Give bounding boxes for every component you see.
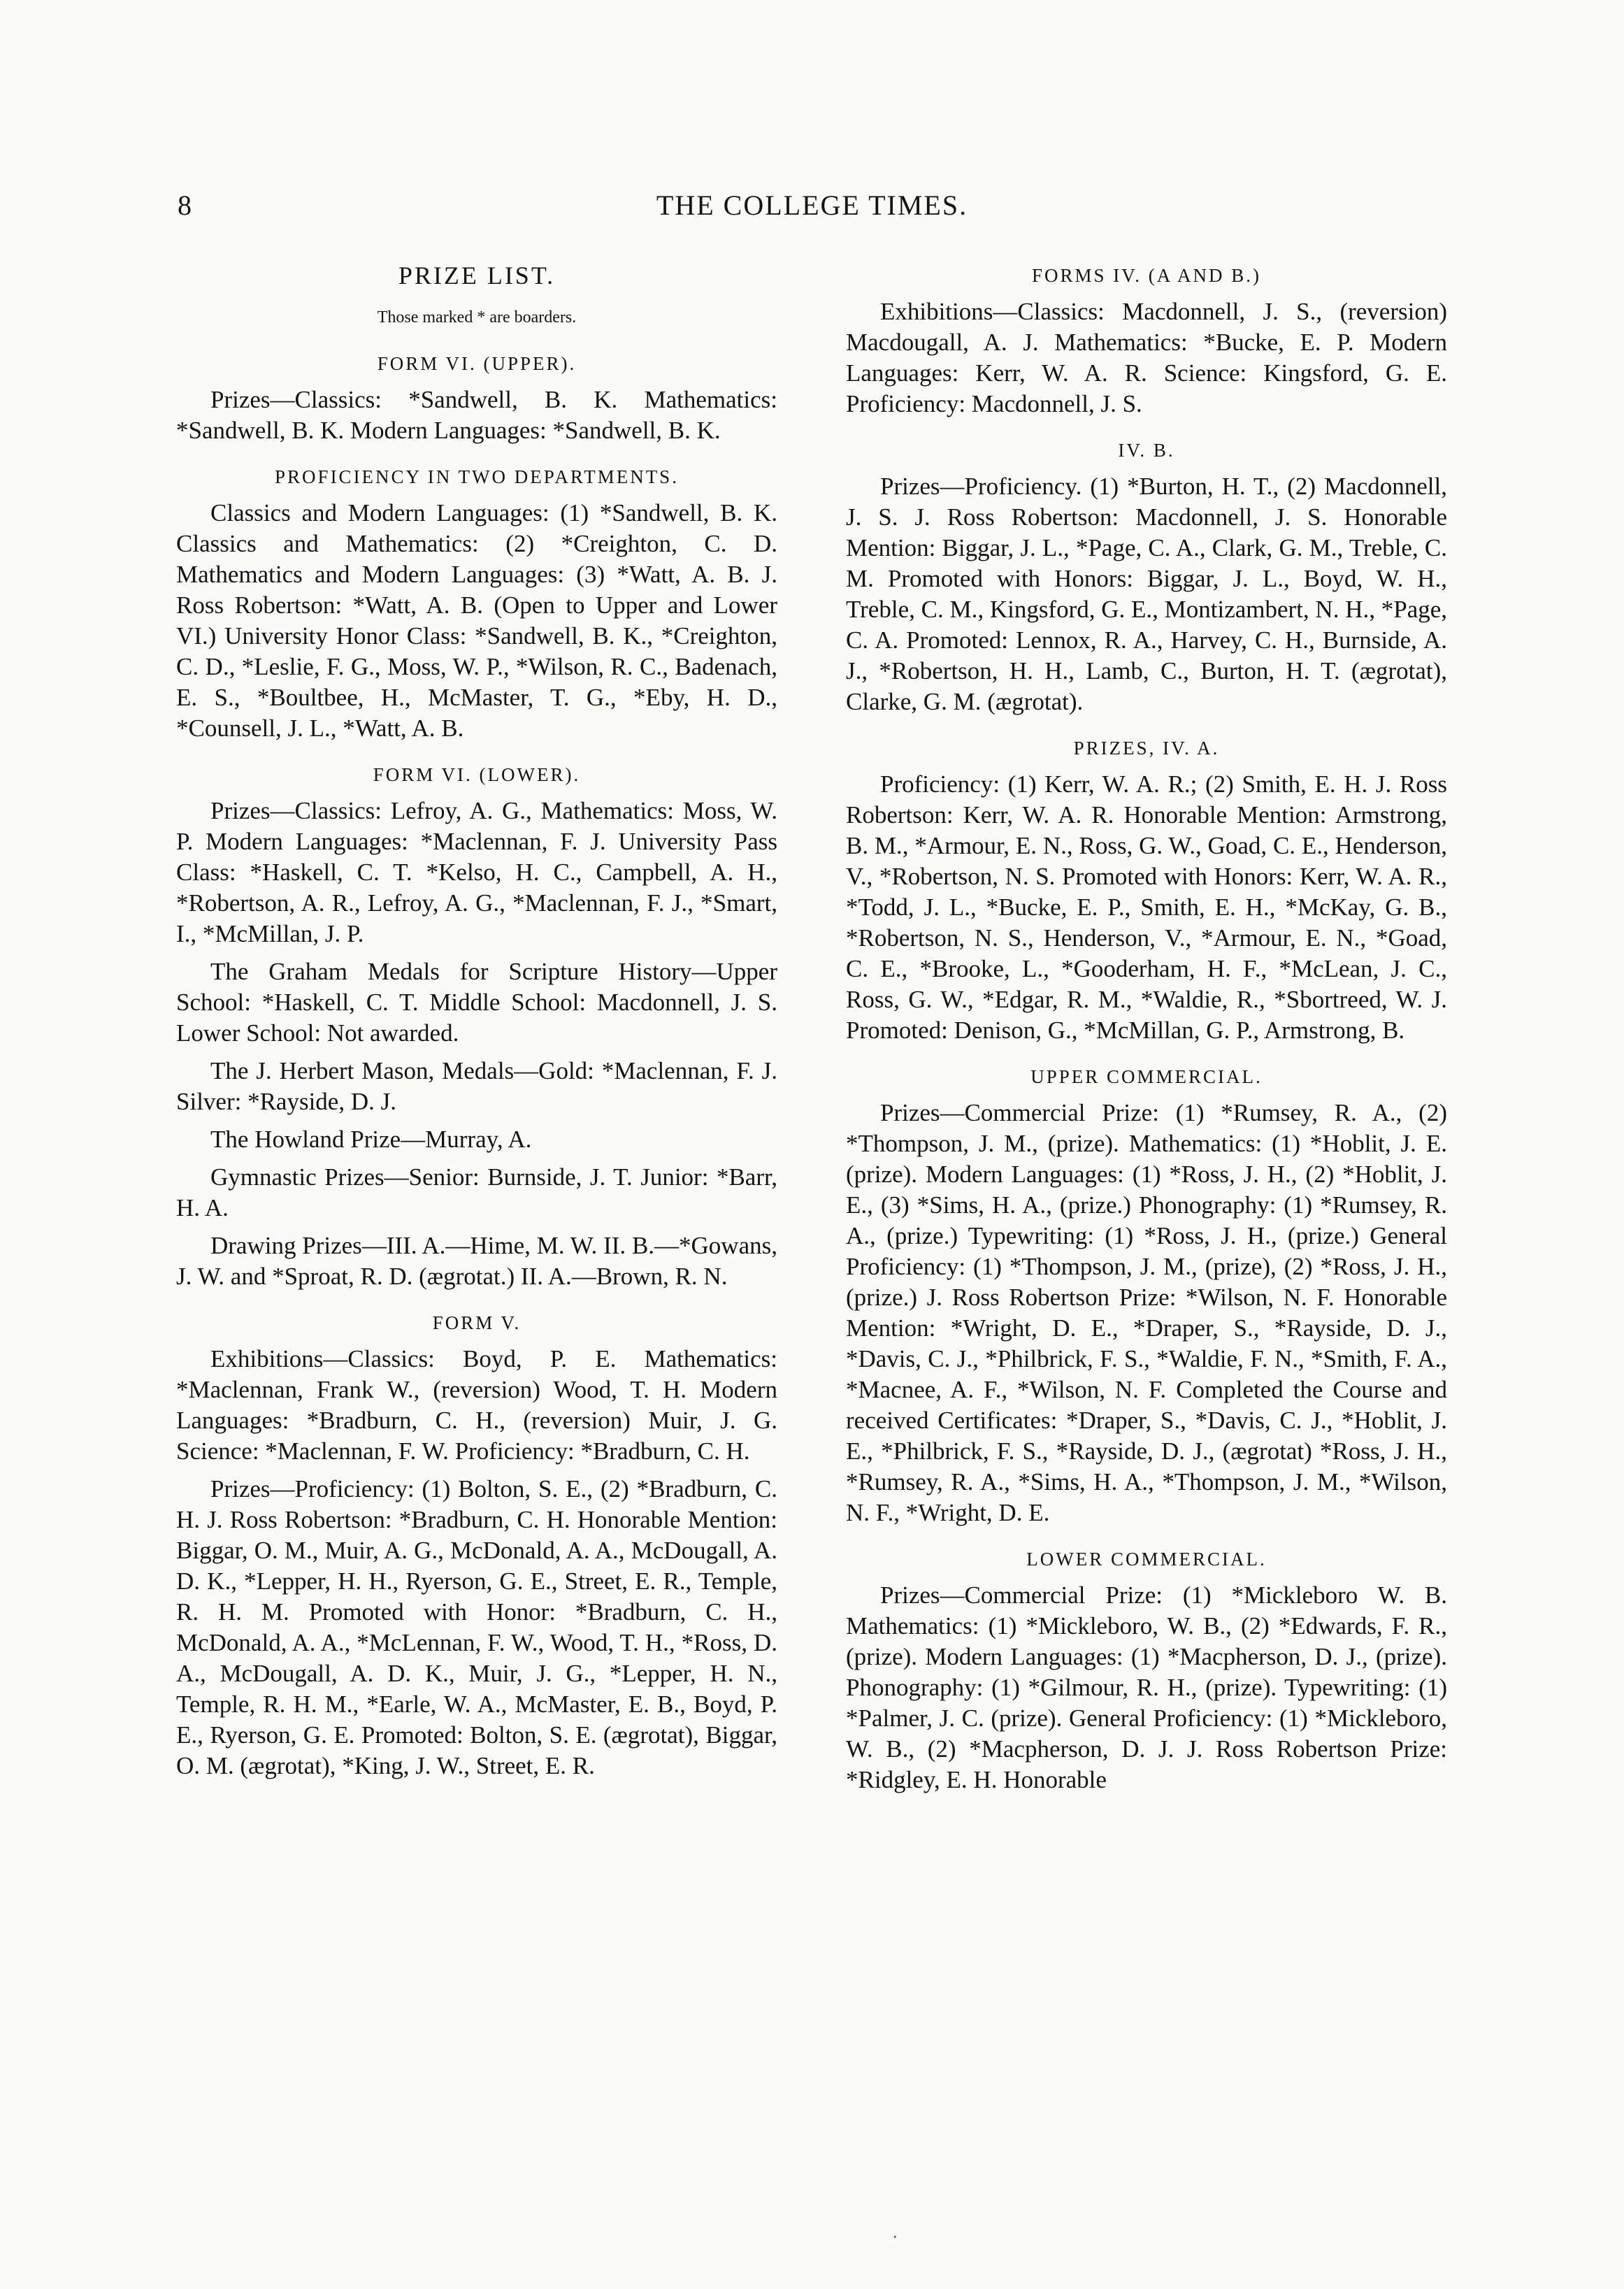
- bottom-mark: ·: [892, 2227, 898, 2247]
- lower-commercial-heading: LOWER COMMERCIAL.: [1026, 1549, 1267, 1570]
- lower-commercial-prizes: Prizes—Commercial Prize: (1) *Mickleboro W. B. Mathematics: (1) *Mickleboro, W. B., (2) *Edwards, F. R., (prize). Modern Languages: (1) *Macpherson, D. J., (prize). Phonography: (1) *Gilmour, R. H., (prize). Typewriting: (1) *Palmer, J. C. (prize). General Proficiency: (1) *Mickleboro, W. B., (2) *Macpherson, D. J. J. Ross Robertson Prize: *Ridgley, E. H. Honorable: [846, 1581, 1447, 1793]
- drawing-prizes: Drawing Prizes—III. A.—Hime, M. W. II. B.—*Gowans, J. W. and *Sproat, R. D. (ægrotat.) II. A.—Brown, R. N.: [176, 1232, 777, 1290]
- form5-prizes: Prizes—Proficiency: (1) Bolton, S. E., (2) *Bradburn, C. H. J. Ross Robertson: *Bradburn, C. H. Honorable Mention: Biggar, O. M., Muir, A. G., McDonald, A. A., McDougall, A. D. K., *Lepper, H. H., Ryerson, G. E., Street, E. R., Temple, R. H. M. Promoted with Honor: *Bradburn, C. H., McDonald, A. A., *McLennan, F. W., Wood, T. H., *Ross, D. A., McDougall, A. D. K., Muir, J. G., *Lepper, H. N., Temple, R. H. M., *Earle, W. A., McMaster, E. B., Boyd, P. E., Ryerson, G. E. Promoted: Bolton, S. E. (ægrotat), Biggar, O. M. (ægrotat), *King, J. W., Street, E. R.: [176, 1475, 777, 1779]
- upper-commercial-heading: UPPER COMMERCIAL.: [1030, 1066, 1263, 1087]
- gymnastic-prizes: Gymnastic Prizes—Senior: Burnside, J. T. Junior: *Barr, H. A.: [176, 1163, 777, 1221]
- form5-exhibitions: Exhibitions—Classics: Boyd, P. E. Mathematics: *Maclennan, Frank W., (reversion) Wood, T. H. Modern Languages: *Bradburn, C. H., (reversion) Muir, J. G. Science: *Maclennan, F. W. Proficiency: *Bradburn, C. H.: [176, 1345, 777, 1465]
- form4a-heading: PRIZES, IV. A.: [1073, 738, 1220, 759]
- form6-lower-prizes: Prizes—Classics: Lefroy, A. G., Mathematics: Moss, W. P. Modern Languages: *Maclennan, F. J. University Pass Class: *Haskell, C. T. *Kelso, H. C., Campbell, A. H., *Robertson, A. R., Lefroy, A. G., *Maclennan, F. J., *Smart, I., *McMillan, J. P.: [176, 797, 777, 947]
- boarders-note: Those marked * are boarders.: [377, 308, 577, 327]
- form6-lower-heading: FORM VI. (LOWER).: [373, 764, 581, 785]
- mason-medals: The J. Herbert Mason, Medals—Gold: *Maclennan, F. J. Silver: *Rayside, D. J.: [176, 1057, 777, 1115]
- form6-upper-heading: FORM VI. (UPPER).: [377, 353, 577, 374]
- forms4ab-heading: FORMS IV. (A AND B.): [1031, 265, 1262, 286]
- form4a-prizes: Proficiency: (1) Kerr, W. A. R.; (2) Smith, E. H. J. Ross Robertson: Kerr, W. A. R. Honorable Mention: Armstrong, B. M., *Armour, E. N., Ross, G. W., Goad, C. E., Henderson, V., *Robertson, N. S. Promoted with Honors: Kerr, W. A. R., *Todd, J. L., *Bucke, E. P., Smith, E. H., *McKay, G. B., *Robertson, N. S., Henderson, V., *Armour, E. N., *Goad, C. E., *Brooke, L., *Gooderham, H. F., *McLean, J. C., Ross, G. W., *Edgar, R. M., *Waldie, R., *Sbortreed, W. J. Promoted: Denison, G., *McMillan, G. P., Armstrong, B.: [846, 770, 1447, 1044]
- forms4ab-exhibitions: Exhibitions—Classics: Macdonnell, J. S., (reversion) Macdougall, A. J. Mathematics: *Bucke, E. P. Modern Languages: Kerr, W. A. R. Science: Kingsford, G. E. Proficiency: Macdonnell, J. S.: [846, 298, 1447, 417]
- form6-upper-proficiency: Classics and Modern Languages: (1) *Sandwell, B. K. Classics and Mathematics: (2) *Creighton, C. D. Mathematics and Modern Languages: (3) *Watt, A. B. J. Ross Robertson: *Watt, A. B. (Open to Upper and Lower VI.) University Honor Class: *Sandwell, B. K., *Creighton, C. D., *Leslie, F. G., Moss, W. P., *Wilson, R. C., Badenach, E. S., *Boultbee, H., McMaster, T. G., *Eby, H. D., *Counsell, J. L., *Watt, A. B.: [176, 499, 777, 742]
- left-column: [176, 260, 777, 1788]
- upper-commercial-prizes: Prizes—Commercial Prize: (1) *Rumsey, R. A., (2) *Thompson, J. M., (prize). Mathematics: (1) *Hoblit, J. E. (prize). Modern Languages: (1) *Ross, J. H., (2) *Hoblit, J. E., (3) *Sims, H. A., (prize.) Phonography: (1) *Rumsey, R. A., (prize.) Typewriting: (1) *Ross, J. H., (prize.) General Proficiency: (1) *Thompson, J. M., (prize), (2) *Ross, J. H., (prize.) J. Ross Robertson Prize: *Wilson, N. F. Honorable Mention: *Wright, D. E., *Draper, S., *Rayside, D. J., *Davis, C. J., *Philbrick, F. S., *Waldie, F. N., *Smith, F. A., *Macnee, A. F., *Wilson, N. F. Completed the Course and received Certificates: *Draper, S., *Davis, C. J., *Hoblit, J. E., *Philbrick, F. S., *Rayside, D. J., (ægrotat) *Ross, J. H., *Rumsey, R. A., *Sims, H. A., *Thompson, J. M., *Wilson, N. F., *Wright, D. E.: [846, 1099, 1447, 1526]
- proficiency-heading: PROFICIENCY IN TWO DEPARTMENTS.: [275, 466, 679, 487]
- form6-upper-prizes: Prizes—Classics: *Sandwell, B. K. Mathematics: *Sandwell, B. K. Modern Languages: *Sandwell, B. K.: [176, 386, 777, 444]
- howland-prize: The Howland Prize—Murray, A.: [210, 1126, 532, 1153]
- graham-medals: The Graham Medals for Scripture History—Upper School: *Haskell, C. T. Middle School: Macdonnell, J. S. Lower School: Not awarded.: [176, 958, 777, 1047]
- right-column: [846, 260, 1447, 1802]
- form5-heading: FORM V.: [432, 1312, 522, 1333]
- prize-list-title: PRIZE LIST.: [398, 261, 556, 289]
- page-number: 8: [178, 189, 192, 221]
- form4b-heading: IV. B.: [1118, 440, 1175, 461]
- form4b-prizes: Prizes—Proficiency. (1) *Burton, H. T., (2) Macdonnell, J. S. J. Ross Robertson: Macdonnell, J. S. Honorable Mention: Biggar, J. L., *Page, C. A., Clark, G. M., Treble, C. M. Promoted with Honors: Biggar, J. L., Boyd, W. H., Treble, C. M., Kingsford, G. E., Montizambert, N. H., *Page, C. A. Promoted: Lennox, R. A., Harvey, C. H., Burnside, A. J., *Robertson, H. H., Lamb, C., Burton, H. T. (ægrotat), Clarke, G. M. (ægrotat).: [846, 473, 1448, 715]
- running-title: THE COLLEGE TIMES.: [656, 189, 968, 221]
